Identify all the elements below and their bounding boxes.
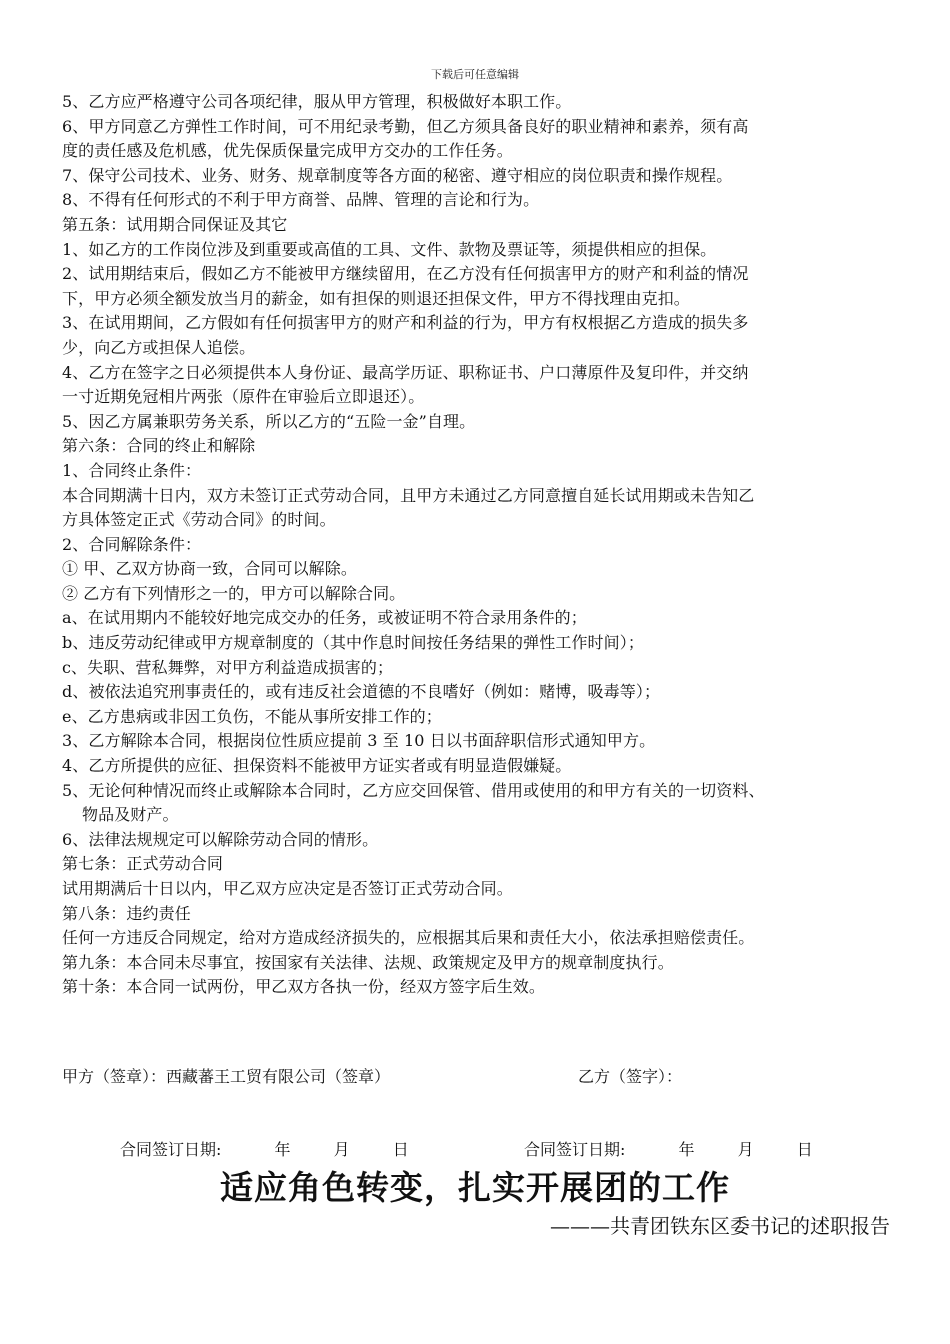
text-line: 5、因乙方属兼职劳务关系，所以乙方的“五险一金”自理。 bbox=[62, 411, 476, 431]
text-line: 4、乙方所提供的应征、担保资料不能被甲方证实者或有明显造假嫌疑。 bbox=[62, 756, 572, 776]
party-a-date bbox=[120, 1137, 409, 1163]
text-line: 第十条：本合同一试两份，甲乙双方各执一份，经双方签字后生效。 bbox=[62, 977, 546, 997]
text-line: 6、甲方同意乙方弹性工作时间，可不用纪录考勤，但乙方须具备良好的职业精神和素养，须有高 bbox=[62, 116, 749, 136]
text-line: 5、无论何种情况而终止或解除本合同时，乙方应交回保管、借用或使用的和甲方有关的一切资料、 bbox=[62, 780, 765, 800]
text-line: 方具体签定正式《劳动合同》的时间。 bbox=[62, 510, 336, 530]
text-line: 2、合同解除条件： bbox=[62, 534, 202, 554]
contract-body bbox=[62, 90, 912, 1000]
party-b-date bbox=[524, 1137, 813, 1163]
text-line: ② 乙方有下列情形之一的，甲方可以解除合同。 bbox=[62, 583, 406, 603]
text-line: d、被依法追究刑事责任的，或有违反社会道德的不良嗜好（例如：赌博，吸毒等）； bbox=[62, 682, 661, 702]
text-line: 1、合同终止条件： bbox=[62, 460, 202, 480]
party-a-signature: 甲方（签章）：西藏蕃王工贸有限公司（签章） bbox=[62, 1067, 391, 1086]
text-line: 第九条：本合同未尽事宜，按国家有关法律、法规、政策规定及甲方的规章制度执行。 bbox=[62, 952, 674, 972]
text-line: 1、如乙方的工作岗位涉及到重要或高值的工具、文件、款物及票证等，须提供相应的担保。 bbox=[62, 239, 717, 259]
date-month: 月 bbox=[333, 1140, 350, 1159]
text-line: 物品及财产。 bbox=[82, 805, 179, 825]
text-line: 度的责任感及危机感，优先保质保量完成甲方交办的工作任务。 bbox=[62, 141, 513, 161]
text-line: 4、乙方在签字之日必须提供本人身份证、最高学历证、职称证书、户口薄原件及复印件，并交纳 bbox=[62, 362, 749, 382]
text-line: 7、保守公司技术、业务、财务、规章制度等各方面的秘密、遵守相应的岗位职责和操作规程。 bbox=[62, 165, 733, 185]
signature-row bbox=[62, 1064, 912, 1090]
text-line: 试用期满后十日以内，甲乙双方应决定是否签订正式劳动合同。 bbox=[62, 879, 513, 898]
date-day: 日 bbox=[392, 1140, 409, 1159]
text-line: 少，向乙方或担保人追偿。 bbox=[62, 337, 256, 357]
party-b-signature: 乙方（签字）： bbox=[578, 1067, 683, 1086]
text-line: 一寸近期免冠相片两张（原件在审验后立即退还）。 bbox=[62, 387, 425, 407]
text-line: a、在试用期内不能较好地完成交办的任务，或被证明不符合录用条件的； bbox=[62, 608, 587, 628]
header-note: 下载后可任意编辑 bbox=[431, 68, 519, 81]
text-line: b、违反劳动纪律或甲方规章制度的（其中作息时间按任务结果的弹性工作时间）； bbox=[62, 633, 644, 653]
text-line: 2、试用期结束后，假如乙方不能被甲方继续留用，在乙方没有任何损害甲方的财产和利益的情况 bbox=[62, 264, 749, 284]
section-heading: 第八条：违约责任 bbox=[62, 903, 191, 923]
date-day: 日 bbox=[796, 1140, 813, 1159]
date-label: 合同签订日期: bbox=[120, 1140, 222, 1159]
text-line: 下，甲方必须全额发放当月的薪金，如有担保的则退还担保文件，甲方不得找理由克扣。 bbox=[62, 288, 690, 308]
signing-date-row bbox=[120, 1137, 910, 1163]
text-line: 任何一方违反合同规定，给对方造成经济损失的，应根据其后果和责任大小，依法承担赔偿责任。 bbox=[62, 928, 755, 948]
date-year: 年 bbox=[678, 1140, 695, 1159]
text-line: 5、乙方应严格遵守公司各项纪律，服从甲方管理，积极做好本职工作。 bbox=[62, 92, 572, 111]
text-line: 本合同期满十日内，双方未签订正式劳动合同，且甲方未通过乙方同意擅自延长试用期或未告知乙 bbox=[62, 485, 755, 505]
section-heading: 第五条：试用期合同保证及其它 bbox=[62, 214, 288, 234]
date-year: 年 bbox=[274, 1140, 291, 1159]
date-month: 月 bbox=[737, 1140, 754, 1159]
date-label: 合同签订日期: bbox=[524, 1140, 626, 1159]
section-heading: 第七条：正式劳动合同 bbox=[62, 854, 224, 874]
text-line: 6、法律法规规定可以解除劳动合同的情形。 bbox=[62, 829, 379, 849]
section-heading: 第六条：合同的终止和解除 bbox=[62, 436, 256, 456]
report-title: 适应角色转变，扎实开展团的工作 bbox=[220, 1168, 730, 1207]
report-subtitle: ———共青团铁东区委书记的述职报告 bbox=[550, 1214, 890, 1238]
text-line: 3、乙方解除本合同，根据岗位性质应提前 3 至 10 日以书面辞职信形式通知甲方。 bbox=[62, 731, 656, 751]
text-line: c、失职、营私舞弊，对甲方利益造成损害的； bbox=[62, 657, 394, 677]
text-line: ① 甲、乙双方协商一致，合同可以解除。 bbox=[62, 559, 357, 579]
text-line: 8、不得有任何形式的不利于甲方商誉、品牌、管理的言论和行为。 bbox=[62, 190, 540, 210]
text-line: e、乙方患病或非因工负伤，不能从事所安排工作的； bbox=[62, 706, 442, 726]
text-line: 3、在试用期间，乙方假如有任何损害甲方的财产和利益的行为，甲方有权根据乙方造成的损失多 bbox=[62, 313, 749, 333]
